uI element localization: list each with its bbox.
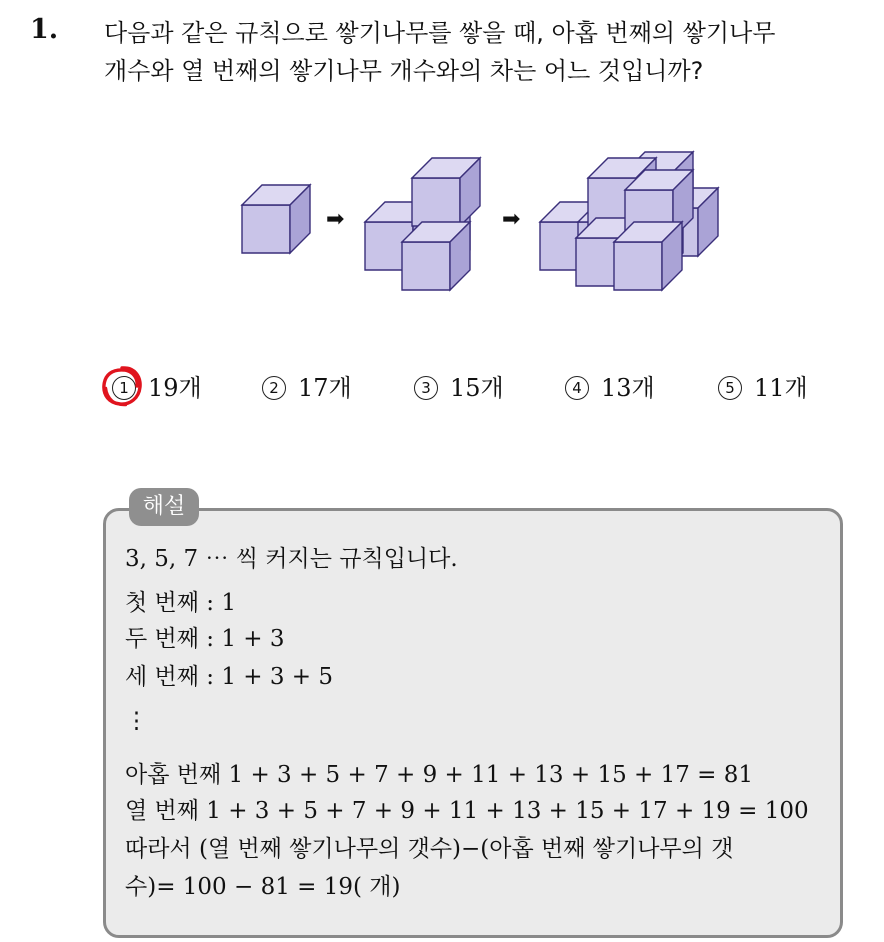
stage-3-cubes — [540, 152, 718, 290]
choice-text: 15개 — [450, 374, 504, 402]
choice-3[interactable] — [414, 368, 504, 403]
solution-line: 첫 번째 : 1 — [125, 590, 236, 616]
solution-line: 따라서 (열 번째 쌓기나무의 갯수)−(아홉 번째 쌓기나무의 갯 — [125, 836, 734, 862]
solution-line: 두 번째 : 1 + 3 — [125, 626, 285, 652]
choice-number-circle: 5 — [718, 376, 742, 400]
choice-number-circle: 3 — [414, 376, 438, 400]
stage-2-cubes — [365, 158, 480, 290]
arrow-right-icon: ➡ — [502, 207, 521, 232]
solution-line: 수)= 100 − 81 = 19( 개) — [125, 874, 401, 900]
question-line-1: 다음과 같은 규칙으로 쌓기나무를 쌓을 때, 아홉 번째의 쌓기나무 — [104, 19, 776, 47]
solution-line: 세 번째 : 1 + 3 + 5 — [125, 664, 334, 690]
solution-line: 아홉 번째 1 + 3 + 5 + 7 + 9 + 11 + 13 + 15 + 17 = 81 — [125, 762, 754, 788]
stage-1-cubes — [242, 185, 310, 253]
cube-pattern-svg — [230, 140, 730, 300]
choice-text: 11개 — [754, 374, 808, 402]
cube-pattern-figure — [230, 140, 730, 300]
solution-tab-label: 해설 — [129, 488, 199, 526]
choice-5[interactable] — [718, 368, 808, 403]
choice-text: 19개 — [148, 374, 202, 402]
choice-number-circle: 4 — [565, 376, 589, 400]
question-line-2: 개수와 열 번째의 쌓기나무 개수와의 차는 어느 것입니까? — [104, 57, 704, 85]
solution-vertical-dots: ⋮ — [125, 708, 148, 734]
question-number: 1. — [30, 14, 59, 45]
question-text — [104, 14, 874, 90]
arrow-right-icon: ➡ — [326, 207, 345, 232]
choice-number-circle: 2 — [262, 376, 286, 400]
selected-answer-circle-icon — [100, 364, 144, 408]
solution-line: 열 번째 1 + 3 + 5 + 7 + 9 + 11 + 13 + 15 + 17 + 19 = 100 — [125, 798, 809, 824]
choice-text: 17개 — [298, 374, 352, 402]
choice-4[interactable] — [565, 368, 655, 403]
solution-line: 3, 5, 7 ⋯ 씩 커지는 규칙입니다. — [125, 546, 458, 572]
choice-text: 13개 — [601, 374, 655, 402]
choice-2[interactable] — [262, 368, 352, 403]
choice-number-circle: 1 — [112, 376, 136, 400]
